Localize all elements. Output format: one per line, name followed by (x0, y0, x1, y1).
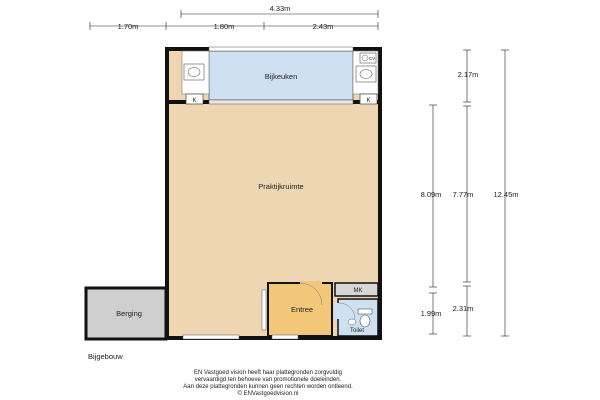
washbasin-icon (348, 319, 356, 325)
sink-left-icon (184, 64, 204, 80)
bijkeuken-doorway (209, 100, 353, 104)
dim-top-mid: 1.80m (213, 22, 235, 31)
dim-right-d: 1.99m (420, 309, 442, 318)
dim-right-a: 2.17m (457, 70, 479, 79)
entree-front-opening (272, 335, 298, 339)
bijkeuken-label: Bijkeuken (264, 72, 298, 81)
disclaimer-line-1: EN Vastgoed vision heeft haar plattegronden zorgvuldig (194, 370, 342, 376)
dim-right-e: 2.31m (452, 304, 474, 313)
entree-label: Entree (290, 305, 314, 314)
floor-title: Bijgebouw (88, 352, 123, 361)
toilet-door-opening (334, 303, 340, 319)
disclaimer-line-4: © ENVastgoedvision.nl (237, 391, 299, 397)
dim-top-right: 2.43m (312, 22, 334, 31)
disclaimer-line-3: Aan deze plattegronden kunnen geen rechten worden ontleend. (183, 384, 353, 390)
front-door-opening (183, 335, 239, 339)
dim-right-total: 12.45m (493, 190, 519, 199)
mk-label: MK (353, 288, 363, 294)
disclaimer-line-2: vervaardigd ten behoeve van promotionele doeleinden. (194, 377, 342, 383)
praktijkruimte-label: Praktijkruimte (258, 182, 304, 191)
window-top (209, 47, 353, 51)
kast-left-label: K (192, 98, 197, 104)
dim-right-b: 8.09m (420, 190, 442, 199)
toilet-label: Toilet (349, 328, 365, 334)
sink-right-icon (356, 66, 376, 82)
cv-label: CV (368, 56, 376, 61)
window-left-lower (262, 290, 266, 330)
dim-right-c: 7.77m (452, 190, 474, 199)
dim-top-left: 1.70m (117, 22, 139, 31)
kast-right-label: K (366, 98, 371, 104)
dim-top-total: 4.33m (269, 4, 291, 13)
disclaimer (118, 370, 418, 398)
berging-label: Berging (116, 309, 142, 318)
